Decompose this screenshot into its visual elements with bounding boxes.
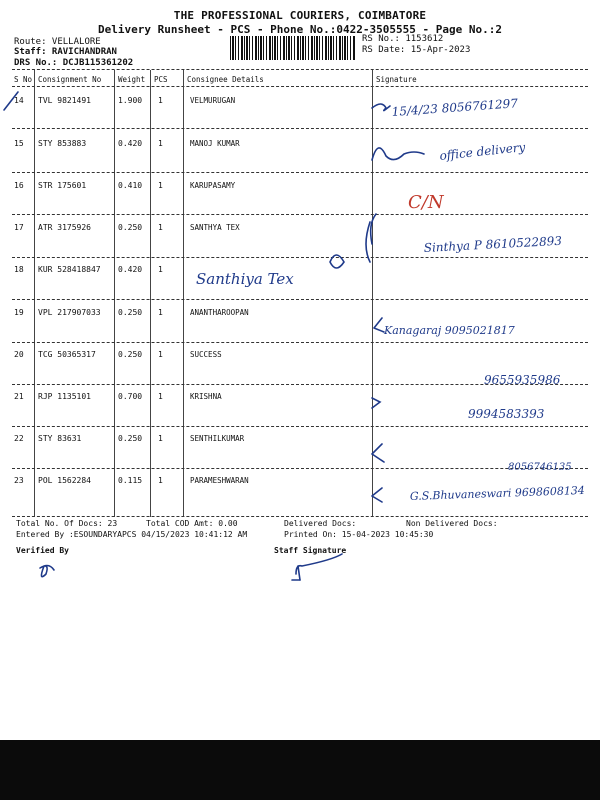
col-divider xyxy=(150,70,151,517)
row-rule xyxy=(12,299,588,300)
row-consignment: POL 1562284 xyxy=(38,476,91,485)
col-pcs: PCS xyxy=(154,75,168,84)
row-consignee: ANANTHAROOPAN xyxy=(190,308,249,317)
row-consignee: VELMURUGAN xyxy=(190,96,236,105)
row-sno: 19 xyxy=(14,308,24,317)
row-rule xyxy=(12,342,588,343)
route-label: Route: VELLALORE xyxy=(14,37,101,47)
row-weight: 0.250 xyxy=(118,223,143,232)
scan-border xyxy=(0,740,600,800)
row-pcs: 1 xyxy=(158,139,163,148)
row-sno: 23 xyxy=(14,476,24,485)
row-pcs: 1 xyxy=(158,308,163,317)
row-pcs: 1 xyxy=(158,181,163,190)
col-weight: Weight xyxy=(118,75,146,84)
col-divider xyxy=(114,70,115,517)
col-signature: Signature xyxy=(376,75,417,84)
col-divider xyxy=(372,70,373,517)
printed-on: Printed On: 15-04-2023 10:45:30 xyxy=(284,530,434,539)
row-pcs: 1 xyxy=(158,96,163,105)
row-weight: 1.900 xyxy=(118,96,143,105)
scribble-marks xyxy=(4,92,424,580)
signature-row-21: 9994583393 xyxy=(468,407,545,421)
row-consignee: SUCCESS xyxy=(190,350,222,359)
runsheet-title: Delivery Runsheet - PCS - Phone No.:0422-3505555 - Page No.:2 xyxy=(98,23,502,36)
row-sno: 21 xyxy=(14,392,24,401)
entered-by: Entered By :ESOUNDARYAPCS 04/15/2023 10:41:12 AM xyxy=(16,530,248,539)
signature-row-17: Sinthya P 8610522893 xyxy=(423,233,563,255)
row-weight: 0.250 xyxy=(118,350,143,359)
row-pcs: 1 xyxy=(158,392,163,401)
non-delivered-docs: Non Delivered Docs: xyxy=(406,519,498,528)
row-weight: 0.700 xyxy=(118,392,143,401)
row-sno: 16 xyxy=(14,181,24,190)
signature-row-16: C/N xyxy=(408,192,444,213)
row-consignment: TCG 50365317 xyxy=(38,350,96,359)
row-sno: 22 xyxy=(14,434,24,443)
row-rule xyxy=(12,384,588,385)
row-weight: 0.420 xyxy=(118,139,143,148)
row-consignment: STY 83631 xyxy=(38,434,82,443)
signature-row-20: 9655935986 xyxy=(484,373,561,387)
row-consignee: MANOJ KUMAR xyxy=(190,139,240,148)
row-weight: 0.420 xyxy=(118,265,143,274)
rs-date: RS Date: 15-Apr-2023 xyxy=(362,45,471,55)
row-pcs: 1 xyxy=(158,265,163,274)
row-sno: 15 xyxy=(14,139,24,148)
col-divider xyxy=(183,70,184,517)
table-top-rule xyxy=(12,69,588,70)
row-consignee: KRISHNA xyxy=(190,392,222,401)
signature-row-23: G.S.Bhuvaneswari 9698608134 xyxy=(409,483,586,503)
table-bottom-rule xyxy=(12,516,588,517)
company-title: THE PROFESSIONAL COURIERS, COIMBATORE xyxy=(173,9,427,22)
verified-by-label: Verified By xyxy=(16,546,69,555)
row-rule xyxy=(12,214,588,215)
signature-row-22: 8056746135 xyxy=(508,462,572,473)
row-pcs: 1 xyxy=(158,434,163,443)
row-weight: 0.250 xyxy=(118,308,143,317)
row-consignment: STY 853883 xyxy=(38,139,87,148)
table-header-rule xyxy=(12,86,588,87)
row-consignment: KUR 528418847 xyxy=(38,265,101,274)
signature-row-15: office delivery xyxy=(438,140,526,163)
delivered-docs: Delivered Docs: xyxy=(284,519,357,528)
row-consignment: RJP 1135101 xyxy=(38,392,91,401)
staff-label: Staff: RAVICHANDRAN xyxy=(14,47,117,57)
signature-row-18: Santhiya Tex xyxy=(196,270,294,288)
col-divider xyxy=(34,70,35,517)
total-cod: Total COD Amt: 0.00 xyxy=(146,519,238,528)
col-sno: S No xyxy=(14,75,33,84)
row-rule xyxy=(12,468,588,469)
row-rule xyxy=(12,257,588,258)
row-sno: 18 xyxy=(14,265,24,274)
row-rule xyxy=(12,128,588,129)
row-consignee: SANTHYA TEX xyxy=(190,223,240,232)
row-consignment: TVL 9821491 xyxy=(38,96,91,105)
col-consignment: Consignment No xyxy=(38,75,102,84)
signature-row-14: 15/4/23 8056761297 xyxy=(391,96,519,119)
row-consignment: VPL 217907033 xyxy=(38,308,101,317)
total-docs: Total No. Of Docs: 23 xyxy=(16,519,118,528)
row-consignment: ATR 3175926 xyxy=(38,223,91,232)
row-consignee: KARUPASAMY xyxy=(190,181,236,190)
row-pcs: 1 xyxy=(158,350,163,359)
row-weight: 0.115 xyxy=(118,476,143,485)
staff-signature-label: Staff Signature xyxy=(274,546,347,555)
row-consignment: STR 175601 xyxy=(38,181,87,190)
row-weight: 0.250 xyxy=(118,434,143,443)
row-sno: 20 xyxy=(14,350,24,359)
row-pcs: 1 xyxy=(158,223,163,232)
col-consignee: Consignee Details xyxy=(187,75,264,84)
drs-number: DRS No.: DCJB115361202 xyxy=(14,58,134,68)
rs-number: RS No.: 1153612 xyxy=(362,34,444,44)
row-rule xyxy=(12,172,588,173)
row-sno: 14 xyxy=(14,96,24,105)
row-consignee: PARAMESHWARAN xyxy=(190,476,249,485)
row-rule xyxy=(12,426,588,427)
row-sno: 17 xyxy=(14,223,24,232)
signature-row-19: Kanagaraj 9095021817 xyxy=(384,324,515,337)
row-pcs: 1 xyxy=(158,476,163,485)
barcode xyxy=(230,36,355,60)
row-weight: 0.410 xyxy=(118,181,143,190)
row-consignee: SENTHILKUMAR xyxy=(190,434,245,443)
